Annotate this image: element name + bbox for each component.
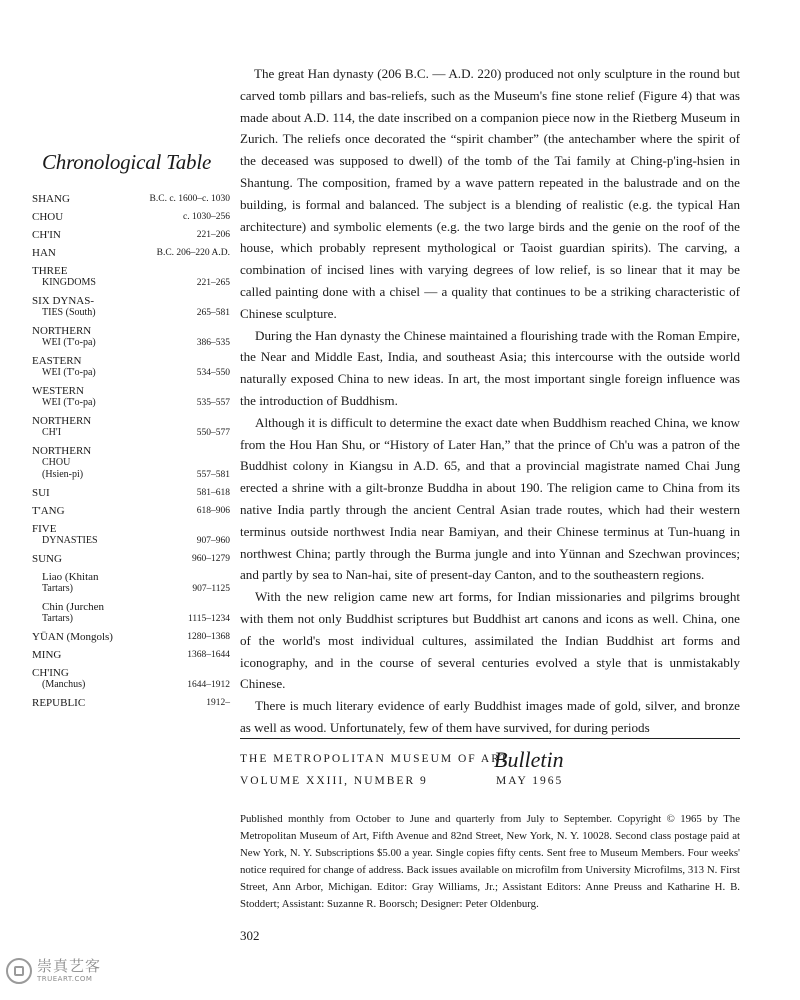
dynasty-dates: 386–535	[196, 338, 230, 348]
dynasty-name-continued: TIES (South)	[42, 307, 96, 318]
dynasty-name: WESTERN	[32, 385, 84, 397]
dynasty-name: CH'IN	[32, 229, 61, 241]
article-paragraph: The great Han dynasty (206 B.C. — A.D. 220) produced not only sculpture in the round but carved tomb pillars and bas-reliefs, such as the Museum's fine stone relief (Figure 4) that was made about A.D. 114, the date inscribed on a companion piece now in the Rietberg Museum in Zurich. The reliefs once decorated the “spirit chamber” (the antechamber where the spirit of the deceased was supposed to dwell) of the tomb of the Tai family at Ching-p'ing-hsien in Shantung. The composition, framed by a wave pattern repeated in the balustrade and on the building, is formal and balanced. The subject is a blending of realistic (e.g. the typical Han architecture) and symbolic elements (e.g. the two large birds and the genie on the roof of the house, which probably represent mythological or Taoist guardian spirits). The carving, a combination of incised lines with varying degrees of low relief, is so linear that it may be called painting done with a chisel — a quality that continues to be a striking characteristic of Chinese sculpture.	[240, 66, 740, 321]
chronology-row	[30, 325, 230, 349]
dynasty-name: T'ANG	[32, 505, 65, 517]
dynasty-dates: 1644–1912	[187, 680, 230, 690]
chronological-table-title: Chronological Table	[42, 150, 212, 174]
chronology-row	[30, 649, 230, 661]
bulletin-masthead	[240, 738, 740, 924]
dynasty-name: THREE	[32, 265, 68, 277]
dynasty-dates: B.C. c. 1600–c. 1030	[149, 194, 230, 204]
article-paragraph: Although it is difficult to determine the exact date when Buddhism reached China, we know from the Hou Han Shu, or “History of Later Han,” that the prince of Ch'u was a patron of the Buddhist colony in Kiangsu in A.D. 65, and that a provincial magistrate named Chai Jung erected a shrine with a gilt-bronze Buddha in about 190. The religion came to China from its native India partly through the ancient Central Asian trade routes, which had their western terminus outside northwest India near Bamiyan, and their Chinese terminus at Tun-huang in northwest China; partly through the Burma jungle and into Yünnan and Szechwan provinces; and partly by sea to Nan-hai, site of present-day Canton, and to the southeastern regions.	[240, 414, 740, 583]
dynasty-name: Liao (Khitan	[42, 571, 99, 583]
dynasty-name: SHANG	[32, 193, 70, 205]
article-body	[240, 63, 740, 739]
dynasty-dates: 1368–1644	[187, 650, 230, 660]
dynasty-name: REPUBLIC	[32, 697, 86, 709]
chronology-row	[30, 571, 230, 595]
trueart-logo-icon	[6, 958, 32, 984]
dynasty-dates: 1280–1368	[187, 632, 230, 642]
chronology-row	[30, 385, 230, 409]
dynasty-name-continued: WEI (T'o-pa)	[42, 337, 96, 348]
chronology-row	[30, 667, 230, 691]
dynasty-dates: 907–960	[196, 536, 230, 546]
dynasty-name-continued: (Manchus)	[42, 679, 86, 690]
dynasty-dates: 1912–	[206, 698, 230, 708]
dynasty-name: SUI	[32, 487, 50, 499]
dynasty-dates: 907–1125	[192, 584, 230, 594]
dynasty-name: FIVE	[32, 523, 57, 535]
chronology-row	[30, 487, 230, 499]
dynasty-dates: 221–206	[196, 230, 230, 240]
bulletin-title: Bulletin	[494, 747, 564, 772]
chronology-row	[30, 229, 230, 241]
dynasty-dates: B.C. 206–220 A.D.	[156, 248, 230, 258]
chronology-row	[30, 445, 230, 481]
chronology-row	[30, 505, 230, 517]
dynasty-name: EASTERN	[32, 355, 82, 367]
dynasty-name-continued: Tartars)	[42, 613, 73, 624]
dynasty-name: HAN	[32, 247, 56, 259]
dynasty-name: CH'ING	[32, 667, 69, 679]
dynasty-dates: 535–557	[196, 398, 230, 408]
issue-date: MAY 1965	[496, 775, 564, 787]
chronology-row	[30, 523, 230, 547]
dynasty-name-continued: KINGDOMS	[42, 277, 96, 288]
chronology-row	[30, 415, 230, 439]
chronology-row	[30, 355, 230, 379]
chronology-row	[30, 193, 230, 205]
article-paragraph: During the Han dynasty the Chinese maintained a flourishing trade with the Roman Empire, the Near and Middle East, India, and southeast Asia; this intercourse with the outside world naturally exposed China to new ideas. In art, the most important single foreign influence was the introduction of Buddhism.	[240, 327, 740, 408]
dynasty-dates: 221–265	[196, 278, 230, 288]
article-paragraph: There is much literary evidence of early Buddhist images made of gold, silver, and bronze as well as wood. Unfortunately, few of them have survived, for during periods	[240, 698, 740, 735]
dynasty-name-continued: Tartars)	[42, 583, 73, 594]
dynasty-name-continued: DYNASTIES	[42, 535, 98, 546]
dynasty-dates: 550–577	[196, 428, 230, 438]
dynasty-name: SUNG	[32, 553, 62, 565]
page-number: 302	[240, 928, 260, 943]
dynasty-name: CHOU	[32, 211, 64, 223]
chronology-row	[30, 211, 230, 223]
chronology-row	[30, 295, 230, 319]
watermark-cn: 崇真艺客	[37, 957, 102, 975]
chronology-list	[30, 193, 230, 709]
chronology-row	[30, 553, 230, 565]
dynasty-name-continued: WEI (T'o-pa)	[42, 397, 96, 408]
museum-name: THE METROPOLITAN MUSEUM OF ART	[240, 753, 510, 765]
dynasty-dates: c. 1030–256	[183, 212, 230, 222]
dynasty-name-continued: WEI (T'o-pa)	[42, 367, 96, 378]
watermark-en: TRUEART.COM	[37, 975, 93, 983]
dynasty-name: SIX DYNAS-	[32, 295, 95, 307]
dynasty-name-continued: CH'I	[42, 427, 62, 438]
dynasty-name-continued: (Hsien-pi)	[42, 469, 84, 480]
chronology-row	[30, 697, 230, 709]
dynasty-dates: 581–618	[196, 488, 230, 498]
dynasty-dates: 960–1279	[192, 554, 230, 564]
chronology-row	[30, 601, 230, 625]
chronology-row	[30, 265, 230, 289]
volume-number: VOLUME XXIII, NUMBER 9	[240, 775, 428, 787]
dynasty-name: Chin (Jurchen	[42, 601, 105, 613]
dynasty-name: MING	[32, 649, 62, 661]
dynasty-name: NORTHERN	[32, 445, 92, 457]
chronology-row	[30, 247, 230, 259]
chronology-row	[30, 631, 230, 643]
dynasty-dates: 557–581	[196, 470, 230, 480]
dynasty-dates: 618–906	[196, 506, 230, 516]
dynasty-dates: 1115–1234	[187, 614, 230, 624]
chronological-table	[30, 150, 230, 715]
dynasty-name-continued: CHOU	[42, 457, 71, 468]
trueart-watermark	[6, 958, 101, 984]
article-paragraph: With the new religion came new art forms, for Indian missionaries and pilgrims brought with them not only Buddhist scriptures but Buddhist art canons and icons as well. China, one of the world's most individual cultures, assimilated the Indian Buddhist art forms and iconography, and in the course of several centuries evolved a style that is unmistakably Chinese.	[240, 589, 740, 692]
publication-info: Published monthly from October to June and quarterly from July to September. Copyright © 1965 by The Metropolitan Museum of Art, Fifth Avenue and 82nd Street, New York, N. Y. 10028. Second class postage paid at New York, N. Y. Subscriptions $5.00 a year. Single copies fifty cents. Sent free to Museum Members. Four weeks' notice required for change of address. Back issues available on microfilm from University Microfilms, 313 N. First Street, Ann Arbor, Michigan. Editor: Gray Williams, Jr.; Assistant Editors: Anne Preuss and Katharine H. B. Stoddert; Assistant: Suzanne R. Boorsch; Designer: Peter Oldenburg.	[240, 813, 740, 910]
dynasty-dates: 265–581	[196, 308, 230, 318]
dynasty-dates: 534–550	[196, 368, 230, 378]
dynasty-name: NORTHERN	[32, 325, 92, 337]
dynasty-name: NORTHERN	[32, 415, 92, 427]
dynasty-name: YÜAN (Mongols)	[32, 631, 113, 643]
